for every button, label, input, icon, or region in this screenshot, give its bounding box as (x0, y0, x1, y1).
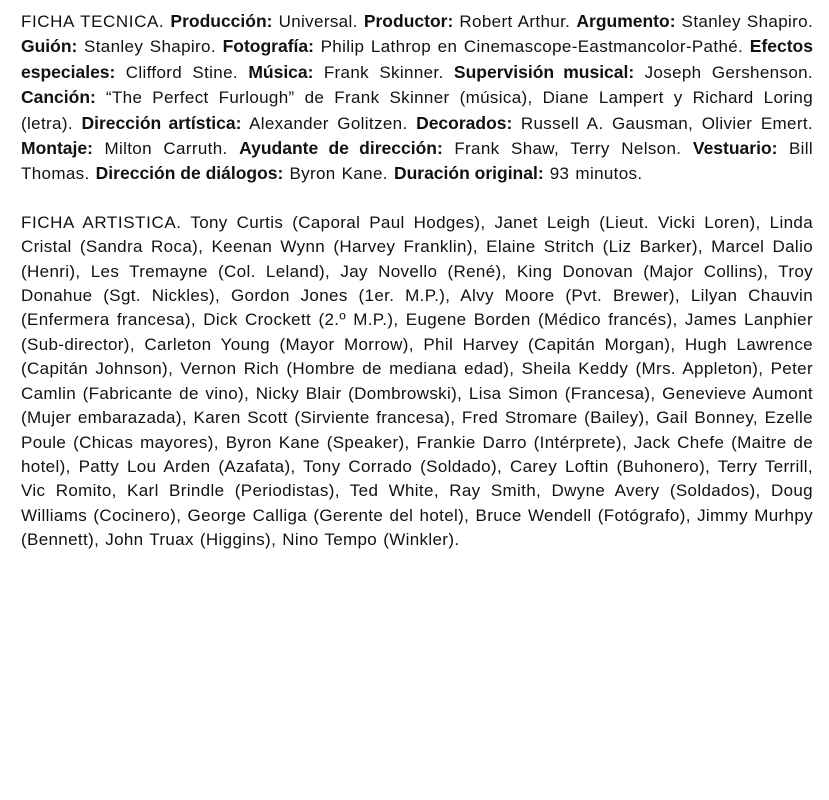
credit-value: Philip Lathrop en Cinemascope-Eastmancolor-Pathé. (320, 37, 744, 57)
credit-label: Dirección artística: (81, 112, 242, 133)
credit-label: Fotografía: (222, 36, 314, 57)
credits-page (21, 9, 813, 553)
credit-value: Frank Skinner. (323, 62, 444, 82)
credit-label: Dirección de diálogos: (95, 163, 284, 184)
credit-label: Música: (248, 61, 314, 82)
credit-value: 93 minutos. (549, 164, 643, 184)
credit-label: Argumento: (576, 11, 676, 31)
credit-value: Joseph Gershenson. (644, 62, 814, 82)
credit-value: Clifford Stine. (125, 62, 238, 82)
credit-value: Stanley Shapiro. (681, 12, 814, 31)
credit-value: Milton Carruth. (104, 139, 228, 159)
credit-value: Robert Arthur. (459, 12, 571, 31)
credit-value: Stanley Shapiro. (84, 37, 216, 57)
credit-value: Byron Kane. (289, 164, 388, 184)
credit-label: Producción: (170, 11, 273, 31)
credit-value: Frank Shaw, Terry Nelson. (454, 139, 682, 159)
ficha-tecnica-items (21, 12, 813, 183)
credit-label: Montaje: (21, 138, 93, 159)
credit-label: Decorados: (416, 112, 513, 133)
credit-value: Russell A. Gausman, Olivier Emert. (520, 113, 813, 133)
ficha-artistica-heading: FICHA ARTISTICA. (21, 212, 182, 232)
ficha-tecnica-paragraph (21, 9, 813, 187)
credit-label: Guión: (21, 36, 78, 57)
ficha-artistica-cast: Tony Curtis (Caporal Paul Hodges), Janet Leigh (Lieut. Vicki Loren), Linda Cristal (Sandra Roca), Keenan Wynn (Harvey Franklin), Elaine Stritch (Liz Barker), Marcel Dalio (Henri), Les Tremayne (Col. Leland), Jay Novello (René), King Donovan (Major Collins), Troy Donahue (Sgt. Nickles), Gordon Jones (1er. M.P.), Alvy Moore (Pvt. Brewer), Lilyan Chauvin (Enfermera francesa), Dick Crockett (2.º M.P.), Eugene Borden (Médico francés), James Lanphier (Sub-director), Carleton Young (Mayor Morrow), Phil Harvey (Capitán Morgan), Hugh Lawrence (Capitán Johnson), Vernon Rich (Hombre de mediana edad), Sheila Keddy (Mrs. Appleton), Peter Camlin (Fabricante de vino), Nicky Blair (Dombrowski), Lisa Simon (Francesa), Genevieve Aumont (Mujer embarazada), Karen Scott (Sirviente francesa), Fred Stromare (Bailey), Gail Bonney, Ezelle Poule (Chicas mayores), Byron Kane (Speaker), Frankie Darro (Intérprete), Jack Chefe (Maitre de hotel), Patty Lou Arden (Azafata), Tony Corrado (Soldado), Carey Loftin (Buhonero), Terry Terrill, Vic Romito, Karl Brindle (Periodistas), Ted White, Ray Smith, Dwyne Avery (Soldados), Doug Williams (Cocinero), George Calliga (Gerente del hotel), Bruce Wendell (Fotógrafo), Jimmy Murhpy (Bennett), John Truax (Higgins), Nino Tempo (Winkler). (21, 212, 813, 550)
ficha-artistica-paragraph (21, 211, 813, 553)
ficha-tecnica-heading: FICHA TECNICA. (21, 12, 165, 31)
credit-label: Ayudante de dirección: (239, 138, 443, 159)
credit-label: Productor: (363, 11, 454, 31)
credit-label: Duración original: (393, 163, 544, 184)
credit-value: Bill Thomas. (21, 139, 814, 184)
credit-value: “The Perfect Furlough” de Frank Skinner (música), Diane Lampert y Richard Loring (letra). (21, 88, 813, 133)
credit-label: Efectos especiales: (21, 36, 813, 82)
credit-value: Universal. (278, 12, 358, 31)
credit-value: Alexander Golitzen. (249, 113, 408, 133)
credit-label: Canción: (21, 87, 96, 108)
credit-label: Supervisión musical: (453, 61, 635, 82)
credit-label: Vestuario: (692, 138, 778, 159)
